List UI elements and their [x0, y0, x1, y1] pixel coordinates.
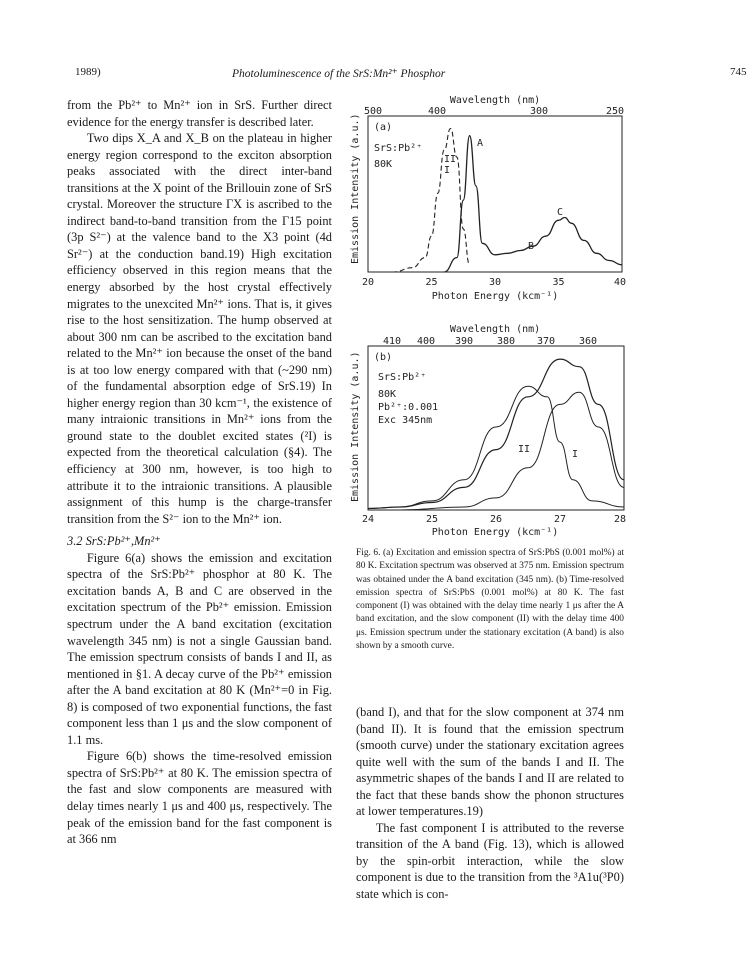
bottom-tick: 35 [552, 277, 565, 288]
top-axis-label: Wavelength (nm) [449, 95, 541, 106]
top-tick: 500 [364, 106, 383, 117]
top-tick: 400 [428, 106, 447, 117]
band-label-I: I [572, 449, 579, 460]
paragraph: Figure 6(a) shows the emission and excitation spectra of the SrS:Pb²⁺ phosphor at 80 K. The excitation bands A, B and C are observed in the excitation spectrum of the Pb²⁺ emission. Emission spectrum under the A band excitation (excitation wavelength 345 nm) is not a single Gaussian band. The emission spectrum consists of bands I and II, as mentioned in §1. A decay curve of the Pb²⁺ emission after the A band excitation at 80 K (Mn²⁺=0 in Fig. 8) is composed of two exponential functions, the fast component less than 1 μs and the slow component of 1.1 ms. [67, 550, 332, 747]
left-column [67, 97, 332, 848]
running-header-title: Photoluminescence of the SrS:Mn²⁺ Phosphor [232, 68, 446, 80]
paragraph: The fast component I is attributed to the reverse transition of the A band (Fig. 13), which is allowed by the spin-orbit interaction, while the slow component is due to the transition from the ³A1u(³P0) state which is con- [356, 820, 624, 902]
bottom-tick: 25 [425, 514, 439, 525]
band-label-C: C [557, 207, 564, 218]
bottom-tick: 20 [361, 277, 375, 288]
paragraph: from the Pb²⁺ to Mn²⁺ ion in SrS. Further direct evidence for the energy transfer is described later. [67, 98, 332, 129]
sample-label: SrS:Pb²⁺ [374, 143, 423, 154]
top-axis-label: Wavelength (nm) [449, 324, 541, 335]
paragraph: (band I), and that for the slow component at 374 nm (band II). It is found that the emission spectrum (smooth curve) under the stationary excitation agrees quite well with the sum of the bands I and II. The asymmetric shapes of the bands I and II are related to the fact that these bands show the phonon structures at lower temperatures.19) [356, 705, 624, 819]
top-tick: 300 [530, 106, 549, 117]
temperature-label: 80K [378, 389, 397, 400]
running-header-left: 1989) [75, 66, 101, 78]
band-label-II: II [444, 154, 457, 165]
top-tick: 380 [496, 336, 516, 347]
right-column [356, 704, 624, 903]
bottom-tick: 30 [488, 277, 502, 288]
top-tick: 390 [454, 336, 474, 347]
band-label-B: B [528, 241, 535, 252]
y-axis-label: Emission Intensity (a.u.) [350, 113, 361, 264]
sample-label: SrS:Pb²⁺ [378, 372, 427, 383]
top-tick: 410 [382, 336, 402, 347]
figure-6a-plot [340, 94, 630, 306]
y-axis-label: Emission Intensity (a.u.) [350, 351, 361, 502]
top-tick: 370 [536, 336, 556, 347]
top-tick: 400 [416, 336, 436, 347]
band-label-I: I [444, 165, 451, 176]
band-label-II: II [518, 444, 531, 455]
bottom-tick: 27 [553, 514, 567, 525]
page-number: 745 [730, 66, 747, 78]
concentration-label: Pb²⁺:0.001 [378, 402, 439, 413]
top-tick: 360 [578, 336, 598, 347]
excitation-label: Exc 345nm [378, 415, 433, 426]
band-label-A: A [477, 138, 484, 149]
plot-frame [368, 346, 624, 510]
section-heading: 3.2 SrS:Pb²⁺,Mn²⁺ [67, 534, 161, 549]
plot-frame [368, 116, 622, 272]
figure-6a [340, 94, 630, 306]
x-axis-label: Photon Energy (kcm⁻¹) [431, 291, 559, 302]
bottom-tick: 25 [425, 277, 438, 288]
bottom-tick: 40 [613, 277, 627, 288]
panel-label: (a) [374, 122, 393, 133]
paragraph: Figure 6(b) shows the time-resolved emission spectra of SrS:Pb²⁺ at 80 K. The emission spectra of the fast and slow components are measured with delay times nearly 1 μs and 400 μs, respectively. The peak of the emission band for the fast component is at 366 nm [67, 749, 332, 847]
figure-6b [340, 322, 630, 540]
temperature-label: 80K [374, 159, 393, 170]
bottom-tick: 28 [613, 514, 627, 525]
panel-label: (b) [374, 352, 393, 363]
paragraph: Two dips X_A and X_B on the plateau in higher energy region correspond to the exciton absorption peaks associated with the direct inter-band transitions at the X point of the Brillouin zone of SrS crystal. Moreover the structure ΓX is ascribed to the indirect band-to-band transition from the Γ15 point (3p S²⁻) at the valence band to the X3 point (4d Sr²⁻) at the conduction band.19) High excitation efficiency observed in this region means that the energy absorbed by the host crystal effectively migrates to the unexcited Mn²⁺ ions. That is, it gives rise to the host sensitization. The hump observed at about 300 nm can be ascribed to the excitation band related to the Mn²⁺ ion because the onset of the band is at too low energy compared with that (~290 nm) of the fundamental absorption edge of SrS.19) In higher energy region than 30 kcm⁻¹, the existence of many intraionic transitions in Mn²⁺ ions from the ground state to the doublet excited states (²I) is expected from the theoretical calculation (§4). The efficiency at 300 nm, however, is too high to attribute it to the intraionic transitions. A plausible assignment of this hump is the charge-transfer transition from the S²⁻ ion to the Mn²⁺ ion. [67, 131, 332, 526]
figure-6b-plot [340, 322, 630, 540]
x-axis-label: Photon Energy (kcm⁻¹) [431, 527, 559, 538]
bottom-tick: 26 [489, 514, 503, 525]
bottom-tick: 24 [361, 514, 375, 525]
top-tick: 250 [606, 106, 625, 117]
figure-caption: Fig. 6. (a) Excitation and emission spectra of SrS:PbS (0.001 mol%) at 80 K. Excitation spectrum was observed at 375 nm. Emission spectrum was obtained under the A band excitation (345 nm). (b) Time-resolved emission spectra of SrS:PbS (0.001 mol%) at 80 K. The fast component (I) was obtained with the delay time nearly 1 μs after the A band excitation, and the slow component (II) with the delay time 400 μs. Emission spectrum under the stationary excitation (A band) is also shown by a smooth curve. [356, 548, 624, 652]
